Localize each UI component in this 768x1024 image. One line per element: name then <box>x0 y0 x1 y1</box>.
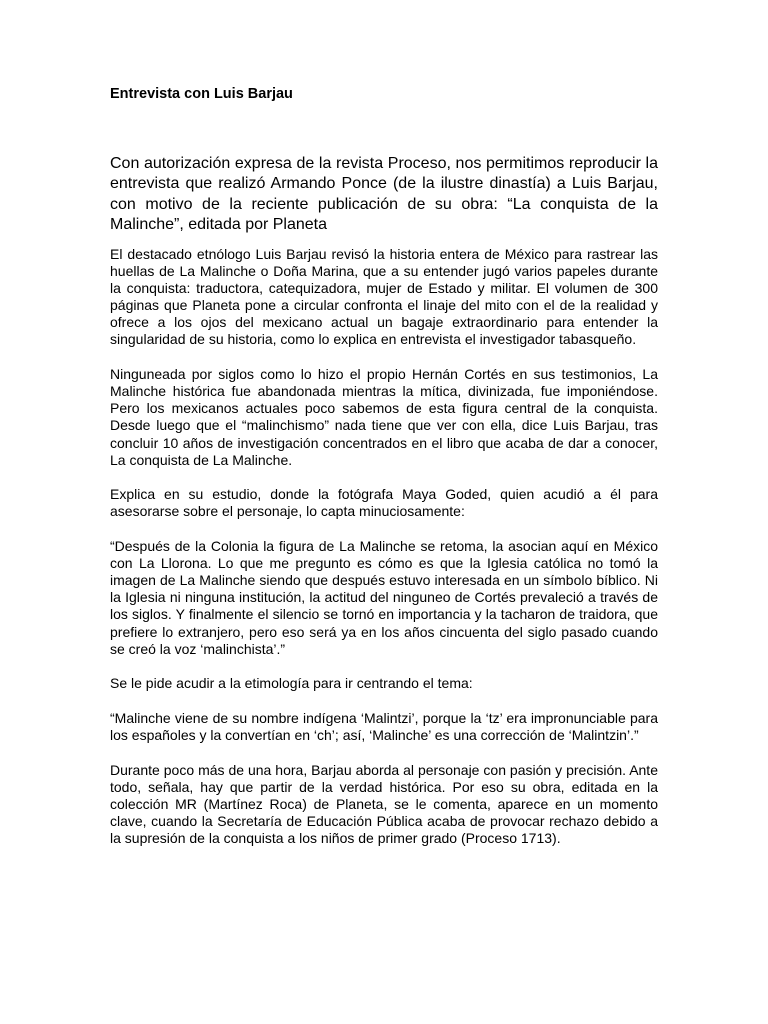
lead-paragraph: Con autorización expresa de la revista Proceso, nos permitimos reproducir la entrevista que realizó Armando Ponce (de la ilustre dinastía) a Luis Barjau, con motivo de la reciente publicación de su obra: “La conquista de la Malinche”, editada por Planeta <box>110 155 658 233</box>
paragraph-quote-malinche: “Malinche viene de su nombre indígena ‘Malintzi’, porque la ‘tz’ era impronunciable para los españoles y la convertían en ‘ch’; así, ‘Malinche’ es una corrección de ‘Malintzin’.” <box>110 710 658 744</box>
paragraph-explica: Explica en su estudio, donde la fotógrafa Maya Goded, quien acudió a él para asesorarse sobre el personaje, lo capta minuciosamente: <box>110 486 658 520</box>
document-title: Entrevista con Luis Barjau <box>110 86 293 102</box>
paragraph-quote-colonia: “Después de la Colonia la figura de La Malinche se retoma, la asocian aquí en México con La Llorona. Lo que me pregunto es cómo es que la Iglesia católica no tomó la imagen de La Malinche siendo que después estuvo interesada en un símbolo bíblico. Ni la Iglesia ni ninguna institución, la actitud del ninguneo de Cortés prevaleció a través de los siglos. Y finalmente el silencio se tornó en importancia y la tacharon de traidora, que prefiere lo extranjero, pero eso será ya en los años cincuenta del siglo pasado cuando se creó la voz ‘malinchista’.” <box>110 538 658 657</box>
article-body <box>110 246 658 865</box>
paragraph-durante: Durante poco más de una hora, Barjau aborda al personaje con pasión y precisión. Ante todo, señala, hay que partir de la verdad histórica. Por eso su obra, editada en la colección MR (Martínez Roca) de Planeta, se le comenta, aparece en un momento clave, cuando la Secretaría de Educación Pública acaba de provocar rechazo debido a la supresión de la conquista a los niños de primer grado (Proceso 1713). <box>110 761 658 847</box>
paragraph-etimologia: Se le pide acudir a la etimología para ir centrando el tema: <box>110 675 473 692</box>
paragraph-intro: El destacado etnólogo Luis Barjau revisó la historia entera de México para rastrear las huellas de La Malinche o Doña Marina, que a su entender jugó varios papeles durante la conquista: traductora, catequizadora, mujer de Estado y militar. El volumen de 300 páginas que Planeta pone a circular confronta el linaje del mito con el de la realidad y ofrece a los ojos del mexicano actual un bagaje extraordinario para entender la singularidad de su historia, como lo explica en entrevista el investigador tabasqueño. <box>110 246 658 348</box>
paragraph-ninguneada: Ninguneada por siglos como lo hizo el propio Hernán Cortés en sus testimonios, La Malinche histórica fue abandonada mientras la mítica, divinizada, fue imponiéndose. Pero los mexicanos actuales poco sabemos de esta figura central de la conquista. Desde luego que el “malinchismo” nada tiene que ver con ella, dice Luis Barjau, tras concluir 10 años de investigación concentrados en el libro que acaba de dar a conocer, La conquista de La Malinche. <box>110 366 658 468</box>
